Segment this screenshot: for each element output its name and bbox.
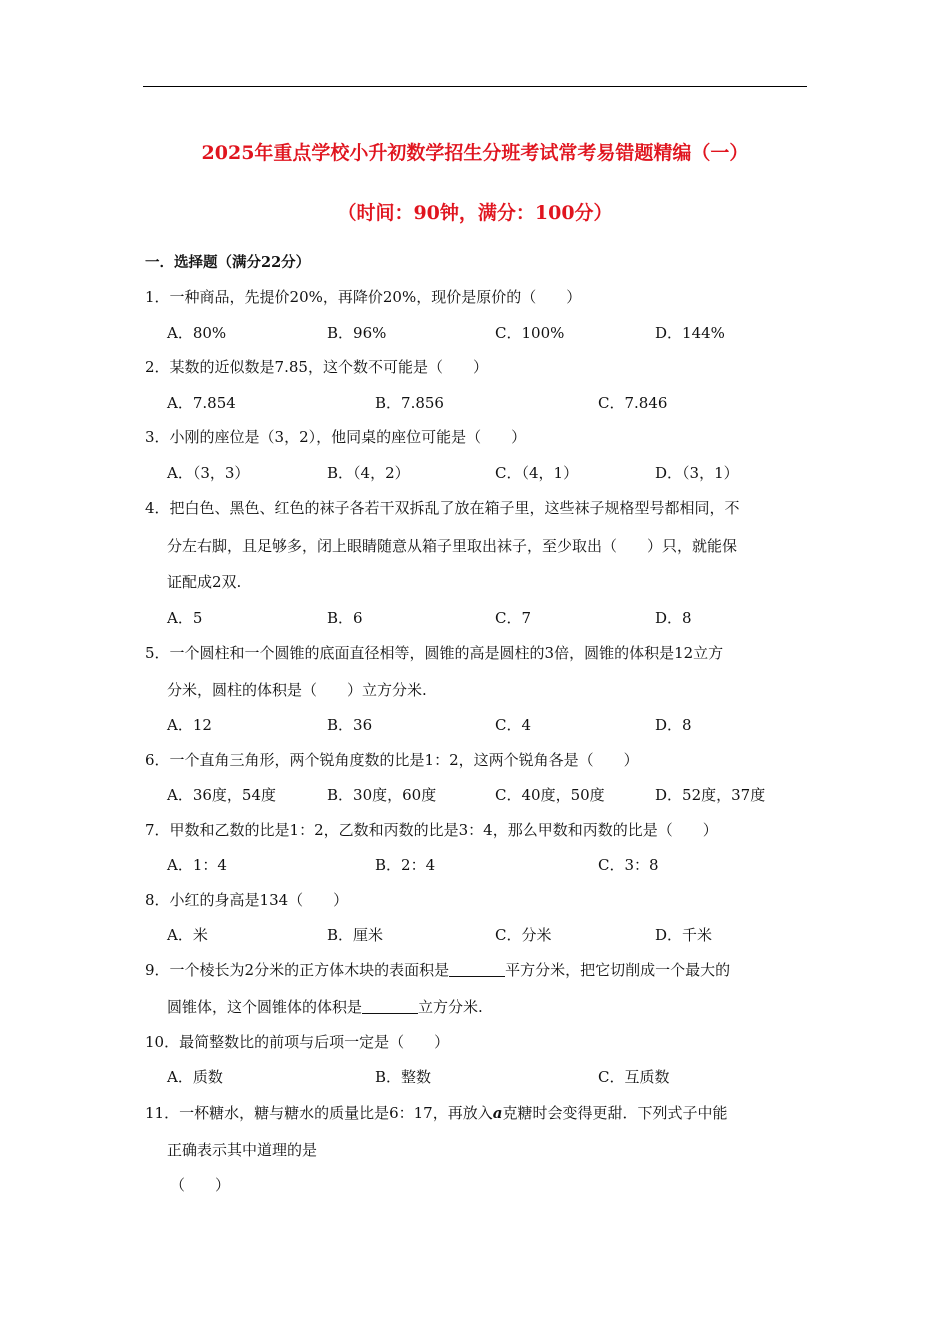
question-4-line-3: 证配成2双. [167,573,242,591]
q5-option-c: C．4 [495,716,532,734]
answer-blank[interactable] [449,960,505,977]
q10-option-a: A．质数 [167,1068,223,1086]
q3-option-c: C．（4，1） [495,464,579,482]
question-11 [145,1102,807,1124]
question-4: 4．把白色、黑色、红色的袜子各若干双拆乱了放在箱子里，这些袜子规格型号都相同，不 [145,499,740,517]
q7-option-c: C．3：8 [598,856,659,874]
question-11-answer-paren: （ ） [170,1176,231,1194]
q4-option-d: D．8 [655,609,692,627]
question-9-text-c: 圆锥体，这个圆锥体的体积是 [167,998,363,1016]
question-7: 7．甲数和乙数的比是1：2，乙数和丙数的比是3：4，那么甲数和丙数的比是（ ） [145,821,718,839]
question-4-line-2: 分左右脚，且足够多，闭上眼睛随意从箱子里取出袜子，至少取出（ ）只，就能保 [167,537,738,555]
q3-option-b: B．（4，2） [327,464,410,482]
q2-option-c: C．7.846 [598,394,668,412]
question-11-text-b: 克糖时会变得更甜．下列式子中能 [502,1104,728,1122]
q8-option-d: D．千米 [655,926,713,944]
exam-subtitle: （时间：90钟，满分：100分） [337,202,613,224]
q6-option-b: B．30度，60度 [327,786,437,804]
q8-option-c: C．分米 [495,926,552,944]
question-3: 3．小刚的座位是（3，2），他同桌的座位可能是（ ） [145,428,527,446]
q1-option-c: C．100% [495,324,565,342]
question-11-text-a: 11．一杯糖水，糖与糖水的质量比是6：17，再放入 [145,1104,493,1122]
q1-option-b: B．96% [327,324,387,342]
question-9-text-a: 9．一个棱长为2分米的正方体木块的表面积是 [145,961,450,979]
q4-option-c: C．7 [495,609,532,627]
q1-option-a: A．80% [167,324,227,342]
answer-blank[interactable] [362,997,418,1014]
question-5: 5．一个圆柱和一个圆锥的底面直径相等，圆锥的高是圆柱的3倍，圆锥的体积是12立方 [145,644,724,662]
question-8: 8．小红的身高是134（ ） [145,891,349,909]
question-10: 10．最简整数比的前项与后项一定是（ ） [145,1033,450,1051]
question-1: 1．一种商品，先提价20%，再降价20%，现价是原价的（ ） [145,288,582,306]
variable-a: a [492,1104,503,1122]
q10-option-c: C．互质数 [598,1068,670,1086]
q5-option-a: A．12 [167,716,212,734]
q4-option-a: A．5 [167,609,203,627]
q2-option-a: A．7.854 [167,394,236,412]
question-9-text-d: 立方分米. [418,998,483,1016]
section-heading: 一．选择题（满分22分） [145,254,311,271]
q5-option-b: B．36 [327,716,373,734]
q6-option-a: A．36度，54度 [167,786,277,804]
question-2: 2．某数的近似数是7.85，这个数不可能是（ ） [145,358,488,376]
q5-option-d: D．8 [655,716,692,734]
q2-option-b: B．7.856 [375,394,444,412]
question-9-line-2 [167,996,483,1018]
question-9 [145,959,807,981]
header-rule [143,86,807,87]
q3-option-a: A．（3，3） [167,464,250,482]
exam-title: 2025年重点学校小升初数学招生分班考试常考易错题精编（一） [201,142,749,164]
q6-option-d: D．52度，37度 [655,786,766,804]
q7-option-a: A．1：4 [167,856,227,874]
question-11-line-2: 正确表示其中道理的是 [167,1141,318,1159]
q8-option-a: A．米 [167,926,208,944]
q6-option-c: C．40度，50度 [495,786,605,804]
q7-option-b: B．2：4 [375,856,436,874]
q4-option-b: B．6 [327,609,363,627]
q3-option-d: D．（3，1） [655,464,739,482]
question-9-text-b: 平方分米，把它切削成一个最大的 [505,961,731,979]
q10-option-b: B．整数 [375,1068,432,1086]
question-6: 6．一个直角三角形，两个锐角度数的比是1：2，这两个锐角各是（ ） [145,751,639,769]
q1-option-d: D．144% [655,324,725,342]
question-5-line-2: 分米，圆柱的体积是（ ）立方分米. [167,681,427,699]
q8-option-b: B．厘米 [327,926,384,944]
